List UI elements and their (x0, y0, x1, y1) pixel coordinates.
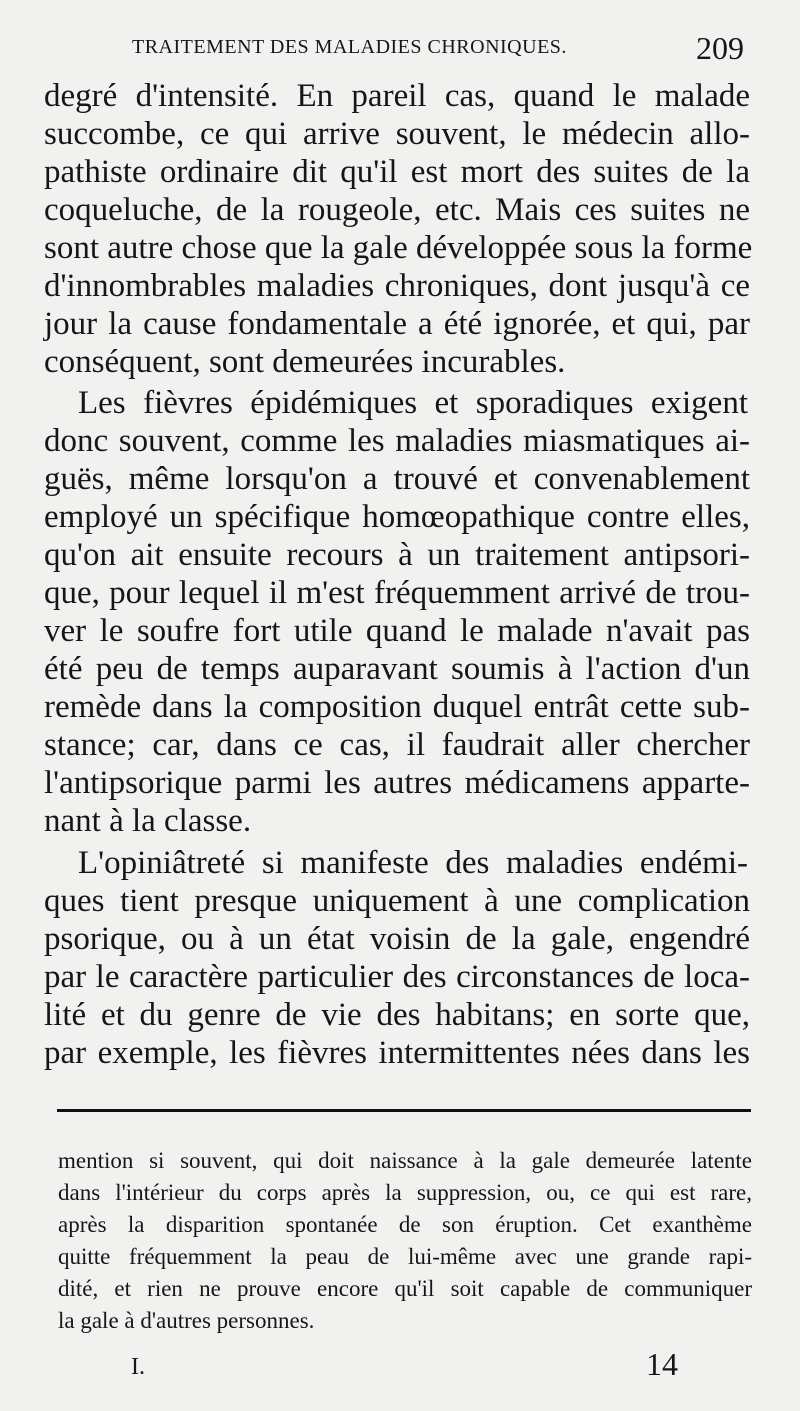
body-line: coqueluche, de la rougeole, etc. Mais ces suites ne (44, 192, 750, 228)
body-line: donc souvent, comme les maladies miasmatiques ai- (44, 423, 750, 459)
footnote-line: la gale à d'autres personnes. (58, 1308, 315, 1333)
body-line: guës, même lorsqu'on a trouvé et convenablement (44, 461, 750, 497)
footnote-line: mention si souvent, qui doit naissance à la gale demeurée latente (58, 1148, 752, 1173)
body-line: sont autre chose que la gale développée sous la forme (44, 230, 753, 266)
body-line: d'innombrables maladies chroniques, dont jusqu'à ce (44, 268, 750, 304)
body-line: stance; car, dans ce cas, il faudrait aller chercher (44, 727, 750, 763)
body-line: qu'on ait ensuite recours à un traitement antipsori- (44, 537, 750, 573)
sheet-number: 14 (646, 1346, 678, 1382)
body-line: conséquent, sont demeurées incurables. (44, 344, 566, 380)
footnote-line: dans l'intérieur du corps après la suppression, ou, ce qui est rare, (58, 1180, 752, 1205)
footnote-line: dité, et rien ne prouve encore qu'il soit capable de communiquer (58, 1276, 752, 1301)
footnote-divider (57, 1109, 751, 1112)
body-line: remède dans la composition duquel entrât cette sub- (44, 689, 750, 725)
body-line: nant à la classe. (44, 803, 252, 839)
body-line: L'opiniâtreté si manifeste des maladies endémi- (78, 845, 748, 881)
body-line: été peu de temps auparavant soumis à l'action d'un (44, 651, 750, 687)
body-line: jour la cause fondamentale a été ignorée, et qui, par (44, 306, 750, 342)
body-line: l'antipsorique parmi les autres médicamens apparte- (44, 765, 750, 801)
body-line: par exemple, les fièvres intermittentes nées dans les (44, 1035, 750, 1071)
body-line: psorique, ou à un état voisin de la gale, engendré (44, 921, 750, 957)
signature-mark: I. (131, 1354, 145, 1380)
footnote-line: après la disparition spontanée de son éruption. Cet exanthème (58, 1212, 752, 1237)
body-line: employé un spécifique homœopathique contre elles, (44, 499, 750, 535)
body-line: Les fièvres épidémiques et sporadiques exigent (78, 385, 748, 421)
body-line: ques tient presque uniquement à une complication (44, 883, 750, 919)
body-line: pathiste ordinaire dit qu'il est mort des suites de la (44, 154, 750, 190)
body-line: succombe, ce qui arrive souvent, le médecin allo- (44, 116, 750, 152)
page-number: 209 (696, 30, 744, 66)
running-header (132, 30, 772, 66)
body-line: degré d'intensité. En pareil cas, quand le malade (44, 78, 750, 114)
body-line: ver le soufre fort utile quand le malade n'avait pas (44, 613, 750, 649)
running-title: TRAITEMENT DES MALADIES CHRONIQUES. (132, 36, 567, 58)
body-line: par le caractère particulier des circonstances de loca- (44, 959, 750, 995)
body-line: que, pour lequel il m'est fréquemment arrivé de trou- (44, 575, 750, 611)
body-line: lité et du genre de vie des habitans; en sorte que, (44, 997, 750, 1033)
footnote-line: quitte fréquemment la peau de lui-même avec une grande rapi- (58, 1244, 752, 1269)
